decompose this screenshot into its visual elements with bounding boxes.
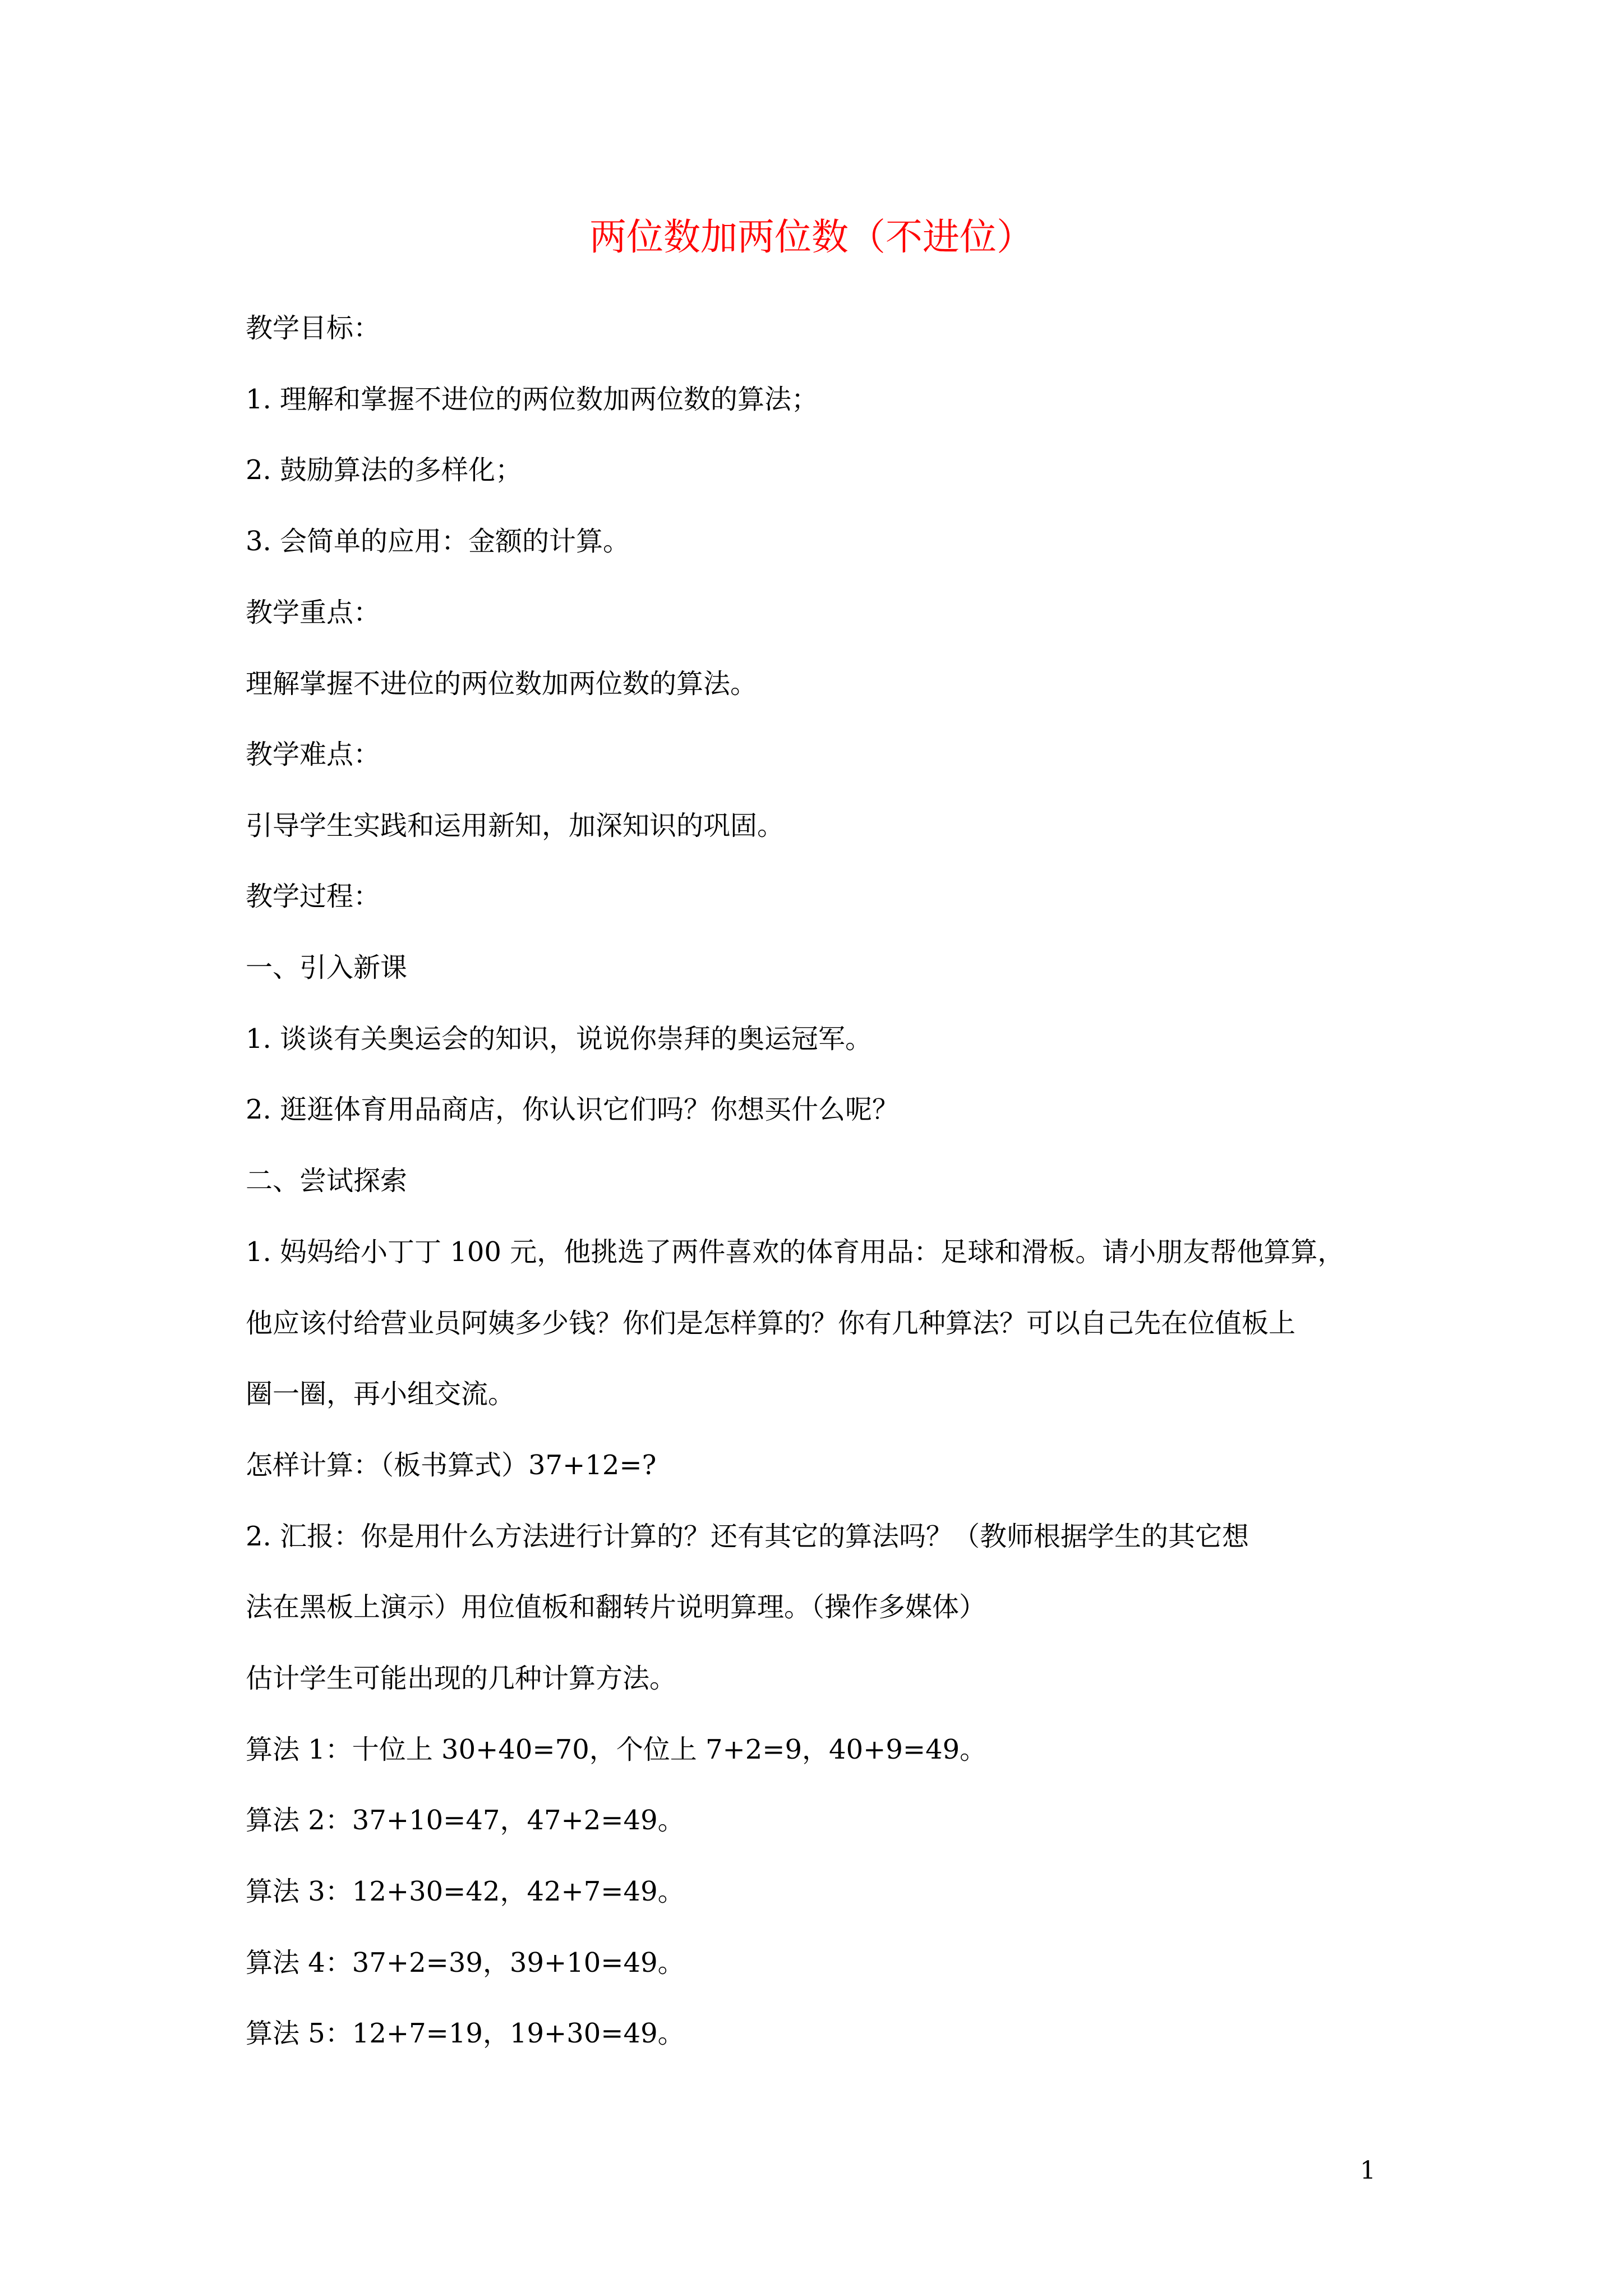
document-title: 两位数加两位数（不进位） [589, 215, 1034, 259]
text-line: 3. 会简单的应用：金额的计算。 [246, 526, 630, 557]
text-line: 一、引入新课 [246, 952, 408, 983]
text-line: 算法 5：12+7=19，19+30=49。 [246, 2018, 685, 2049]
text-line: 算法 2：37+10=47，47+2=49。 [246, 1805, 685, 1836]
text-line: 算法 3：12+30=42，42+7=49。 [246, 1876, 685, 1907]
text-line: 算法 1：十位上 30+40=70，个位上 7+2=9，40+9=49。 [246, 1734, 987, 1765]
text-line: 他应该付给营业员阿姨多少钱？你们是怎样算的？你有几种算法？可以自己先在位值板上 [246, 1308, 1296, 1339]
text-line: 1. 理解和掌握不进位的两位数加两位数的算法； [246, 384, 819, 415]
text-line: 教学难点： [246, 739, 381, 770]
text-line: 教学过程： [246, 881, 381, 912]
page-number: 1 [1360, 2156, 1376, 2185]
text-line: 圈一圈，再小组交流。 [246, 1378, 515, 1410]
text-line: 估计学生可能出现的几种计算方法。 [246, 1663, 677, 1694]
text-line: 1. 妈妈给小丁丁 100 元，他挑选了两件喜欢的体育用品：足球和滑板。请小朋友帮他算算， [246, 1236, 1345, 1268]
text-line: 理解掌握不进位的两位数加两位数的算法。 [246, 668, 758, 700]
text-line: 二、尝试探索 [246, 1165, 408, 1197]
text-line: 2. 鼓励算法的多样化； [246, 454, 523, 486]
text-line: 2. 逛逛体育用品商店，你认识它们吗？你想买什么呢？ [246, 1094, 900, 1125]
text-line: 1. 谈谈有关奥运会的知识，说说你崇拜的奥运冠军。 [246, 1023, 873, 1055]
text-line: 算法 4：37+2=39，39+10=49。 [246, 1947, 685, 1978]
text-line: 引导学生实践和运用新知，加深知识的巩固。 [246, 810, 785, 841]
text-line: 怎样计算：（板书算式）37+12=? [246, 1450, 657, 1481]
text-line: 教学重点： [246, 597, 381, 628]
text-line: 教学目标： [246, 312, 381, 344]
text-line: 2. 汇报：你是用什么方法进行计算的？还有其它的算法吗？（教师根据学生的其它想 [246, 1521, 1249, 1552]
text-line: 法在黑板上演示）用位值板和翻转片说明算理。（操作多媒体） [246, 1591, 986, 1623]
